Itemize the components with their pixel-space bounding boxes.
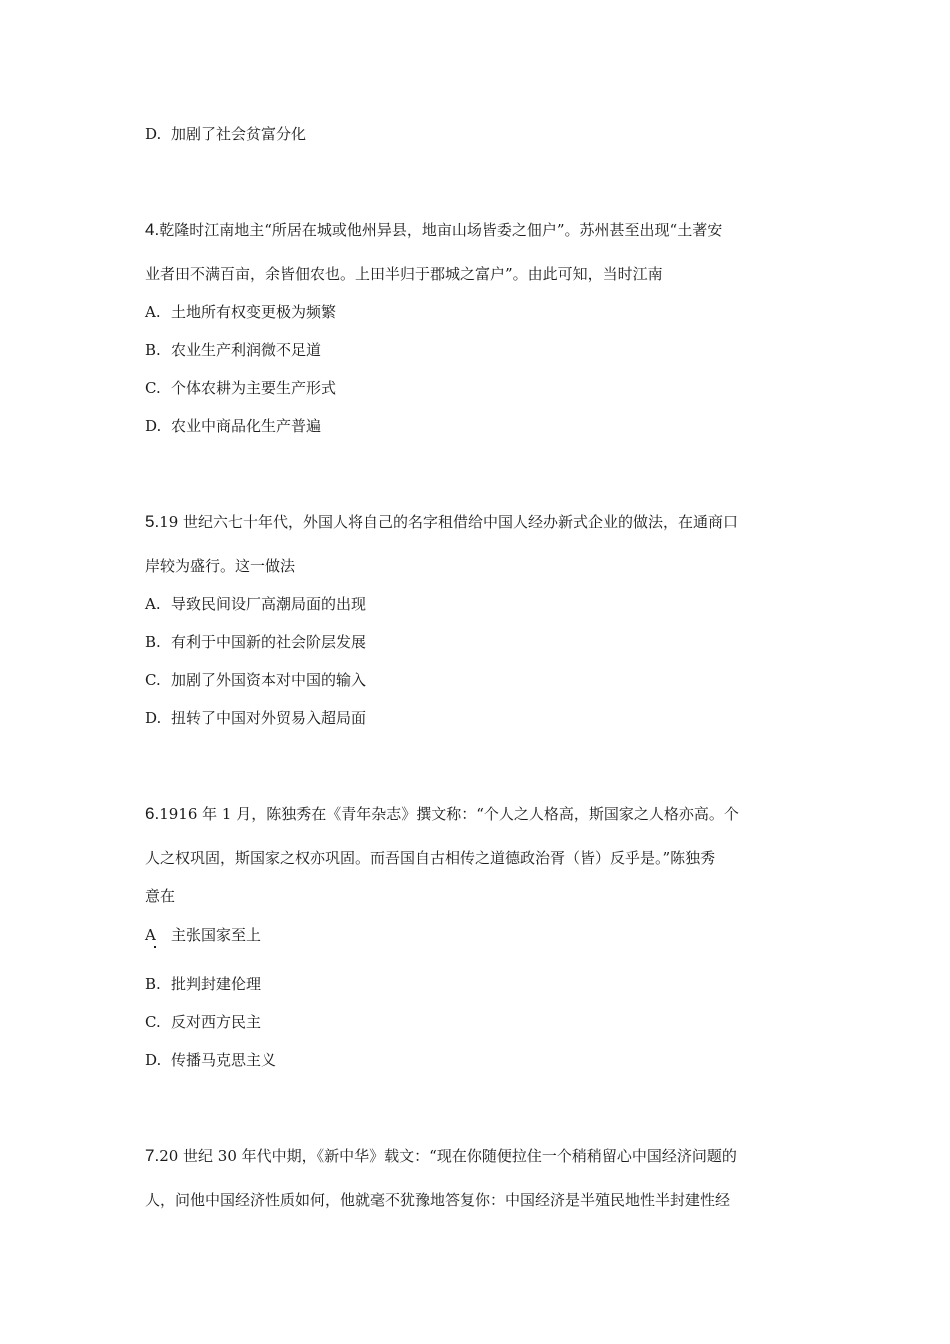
q4-option-d <box>145 416 321 436</box>
q4-option-a <box>145 302 336 322</box>
q6-stem-line-1 <box>145 804 739 824</box>
q6-option-d <box>145 1050 276 1070</box>
q4-option-c <box>145 378 336 398</box>
question-number: 5. <box>145 512 160 531</box>
option-letter: D. <box>145 125 162 143</box>
q4-option-b <box>145 340 321 360</box>
q5-option-b <box>145 632 366 652</box>
option-text: 有利于中国新的社会阶层发展 <box>171 633 367 651</box>
q5-stem-line-2: 岸较为盛行。这一做法 <box>145 557 296 575</box>
q7-stem-line-1 <box>145 1146 737 1166</box>
q5-stem-line-1 <box>145 512 738 532</box>
stem-text: 1916 年 1 月，陈独秀在《青年杂志》撰文称：“个人之人格高，斯国家之人格亦高。个 <box>159 805 739 823</box>
option-text: 加剧了社会贫富分化 <box>171 125 307 143</box>
option-letter: C. <box>145 379 161 397</box>
option-text: 农业中商品化生产普遍 <box>171 417 322 435</box>
q4-stem-line-1 <box>145 220 722 240</box>
option-letter: B. <box>145 341 161 359</box>
option-text: 批判封建伦理 <box>171 975 262 993</box>
option-letter: D. <box>145 709 162 727</box>
q7-stem-line-2: 人，问他中国经济性质如何，他就毫不犹豫地答复你：中国经济是半殖民地性半封建性经 <box>145 1191 731 1209</box>
q5-option-c <box>145 670 366 690</box>
option-text: 加剧了外国资本对中国的输入 <box>171 671 367 689</box>
option-text: 导致民间设厂高潮局面的出现 <box>171 595 367 613</box>
option-text: 个体农耕为主要生产形式 <box>171 379 337 397</box>
option-text: 农业生产利润微不足道 <box>171 341 322 359</box>
option-letter: D. <box>145 417 162 435</box>
q5-option-d <box>145 708 366 728</box>
question-number: 7. <box>145 1146 160 1165</box>
q3-option-d <box>145 124 306 144</box>
q6-option-b <box>145 974 261 994</box>
option-letter: A <box>145 926 156 944</box>
option-letter: C. <box>145 671 161 689</box>
option-letter: B. <box>145 633 161 651</box>
q6-stem-line-3: 意在 <box>145 887 176 905</box>
option-letter: D. <box>145 1051 162 1069</box>
stray-dot-mark <box>154 946 156 948</box>
stem-text: 20 世纪 30 年代中期，《新中华》载文：“现在你随便拉住一个稍稍留心中国经济问题的 <box>159 1147 737 1165</box>
stem-text: 19 世纪六七十年代，外国人将自己的名字租借给中国人经办新式企业的做法，在通商口 <box>159 513 739 531</box>
stem-text: 乾隆时江南地主“所居在城或他州异县，地亩山场皆委之佃户”。苏州甚至出现“土著安 <box>159 221 723 239</box>
option-text: 扭转了中国对外贸易入超局面 <box>171 709 367 727</box>
question-number: 6. <box>145 804 160 823</box>
option-letter: C. <box>145 1013 161 1031</box>
option-text: 反对西方民主 <box>171 1013 262 1031</box>
option-text: 主张国家至上 <box>171 926 262 944</box>
q6-option-a <box>145 925 261 945</box>
q5-option-a <box>145 594 366 614</box>
option-letter: A. <box>145 303 161 321</box>
option-letter: B. <box>145 975 161 993</box>
question-number: 4. <box>145 220 160 239</box>
q4-stem-line-2: 业者田不满百亩，余皆佃农也。上田半归于郡城之富户”。由此可知，当时江南 <box>145 265 663 283</box>
option-letter: A. <box>145 595 161 613</box>
q6-option-c <box>145 1012 261 1032</box>
q6-stem-line-2: 人之权巩固，斯国家之权亦巩固。而吾国自古相传之道德政治胥（皆）反乎是。”陈独秀 <box>145 849 716 867</box>
option-text: 传播马克思主义 <box>171 1051 277 1069</box>
option-text: 土地所有权变更极为频繁 <box>171 303 337 321</box>
